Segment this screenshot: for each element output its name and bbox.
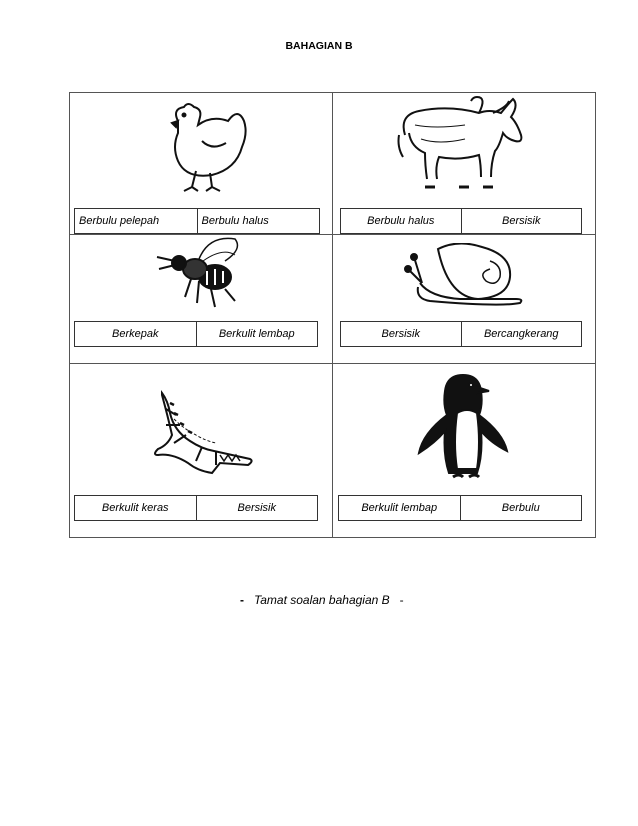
penguin-icon <box>413 369 513 484</box>
footer-text: Tamat soalan bahagian B <box>254 593 390 607</box>
bee-icon <box>155 233 250 313</box>
label-option: Berbulu halus <box>367 215 435 227</box>
snail-icon <box>400 243 530 308</box>
label-option: Berkulit lembap <box>196 322 318 346</box>
card-crocodile-labels <box>74 495 318 521</box>
label-option: Berkulit keras <box>101 502 169 514</box>
grid-divider-row2 <box>70 363 595 364</box>
buffalo-icon <box>395 95 530 195</box>
grid-divider-row1 <box>70 234 595 235</box>
card-chicken-labels <box>74 208 320 234</box>
card-penguin-labels <box>338 495 582 521</box>
card-buffalo-labels <box>340 208 582 234</box>
label-option: Bercangkerang <box>461 322 582 346</box>
end-of-section-note <box>240 593 404 607</box>
chicken-icon <box>158 101 248 196</box>
label-option: Berbulu pelepah <box>79 215 160 227</box>
card-bee-labels <box>74 321 318 347</box>
animal-grid <box>69 92 596 538</box>
footer-dash-right: - <box>399 593 404 607</box>
label-option: Berkepak <box>112 328 159 340</box>
label-option: Bersisik <box>381 328 420 340</box>
grid-divider-vertical <box>332 93 333 537</box>
card-snail-labels <box>340 321 582 347</box>
label-option: Berbulu <box>460 496 582 520</box>
label-option: Berkulit lembap <box>361 502 438 514</box>
section-title: BAHAGIAN B <box>285 40 353 52</box>
crocodile-icon <box>150 389 255 481</box>
label-option: Bersisik <box>461 209 582 233</box>
label-option: Berbulu halus <box>197 209 320 233</box>
footer-dash-left: - <box>240 593 244 607</box>
label-option: Bersisik <box>196 496 318 520</box>
